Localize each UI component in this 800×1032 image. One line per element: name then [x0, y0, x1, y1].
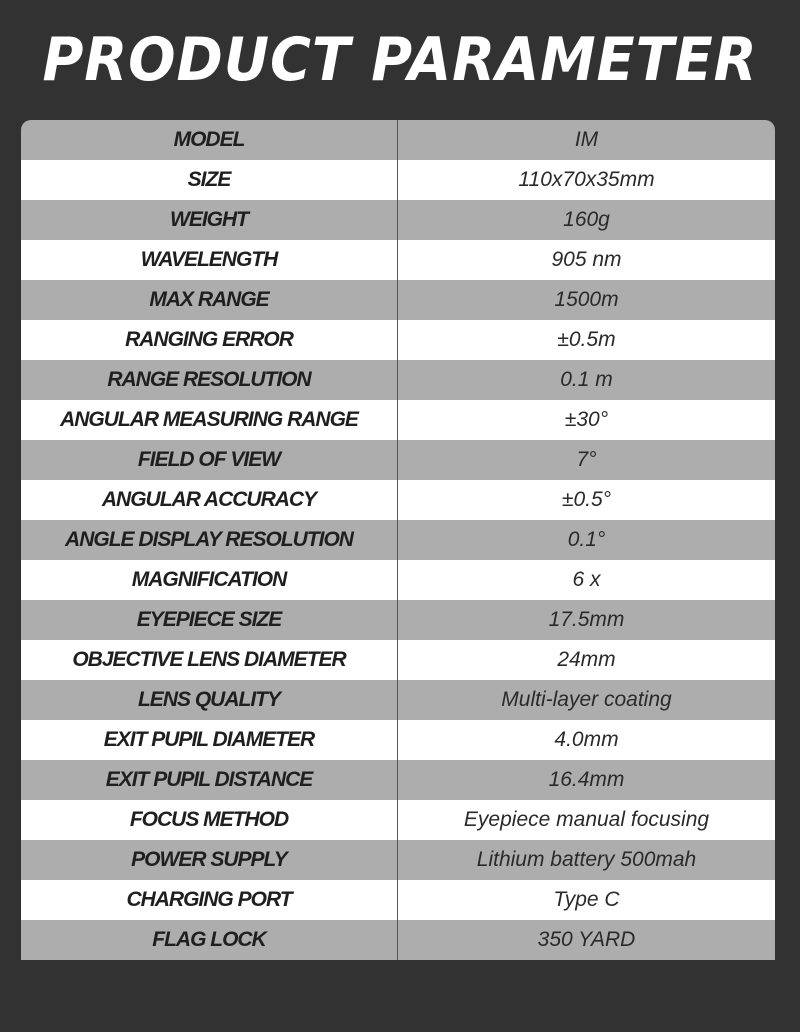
- parameter-value: 160g: [563, 208, 610, 231]
- parameter-label: FOCUS METHOD: [21, 800, 398, 840]
- parameter-label: CHARGING PORT: [21, 880, 398, 920]
- parameter-label: WAVELENGTH: [21, 240, 398, 280]
- table-row: [21, 560, 775, 600]
- parameter-value: Lithium battery 500mah: [476, 848, 697, 871]
- table-row: [21, 680, 775, 720]
- parameter-value: 4.0mm: [554, 728, 619, 751]
- parameter-value: Multi-layer coating: [501, 688, 672, 711]
- parameter-label: FIELD OF VIEW: [21, 440, 398, 480]
- table-row: [21, 360, 775, 400]
- parameter-label: LENS QUALITY: [21, 680, 398, 720]
- table-row: [21, 760, 775, 800]
- parameter-value: 6 x: [572, 568, 601, 591]
- parameter-value: 16.4mm: [548, 768, 625, 791]
- page-title: PRODUCT PARAMETER: [42, 25, 758, 95]
- table-row: [21, 240, 775, 280]
- parameter-label: WEIGHT: [21, 200, 398, 240]
- table-row: [21, 600, 775, 640]
- table-row: [21, 160, 775, 200]
- parameter-value: Eyepiece manual focusing: [463, 808, 710, 831]
- table-row: [21, 640, 775, 680]
- parameter-value: 0.1°: [567, 528, 606, 551]
- parameter-value: ±30°: [564, 408, 609, 431]
- table-row: [21, 880, 775, 920]
- table-row: [21, 800, 775, 840]
- parameter-value: 110x70x35mm: [518, 168, 655, 191]
- parameter-label: RANGING ERROR: [21, 320, 398, 360]
- parameter-value: 7°: [576, 448, 597, 471]
- parameter-label: POWER SUPPLY: [21, 840, 398, 880]
- table-row: [21, 480, 775, 520]
- parameter-label: EXIT PUPIL DIAMETER: [21, 720, 398, 760]
- table-row: [21, 920, 775, 960]
- table-row: [21, 440, 775, 480]
- parameter-value: 0.1 m: [560, 368, 613, 391]
- table-row: [21, 280, 775, 320]
- parameter-value: ±0.5m: [557, 328, 616, 351]
- parameter-value: 24mm: [557, 648, 616, 671]
- parameter-label: RANGE RESOLUTION: [21, 360, 398, 400]
- parameter-label: EYEPIECE SIZE: [21, 600, 398, 640]
- parameter-label: ANGLE DISPLAY RESOLUTION: [21, 520, 398, 560]
- parameter-label: ANGULAR ACCURACY: [21, 480, 398, 520]
- parameter-label: MAGNIFICATION: [21, 560, 398, 600]
- table-row: [21, 320, 775, 360]
- parameter-value: IM: [574, 128, 599, 151]
- table-row: [21, 520, 775, 560]
- table-row: [21, 720, 775, 760]
- table-row: [21, 120, 775, 160]
- parameter-label: OBJECTIVE LENS DIAMETER: [21, 640, 398, 680]
- parameter-value: Type C: [553, 888, 620, 911]
- parameter-label: FLAG LOCK: [21, 920, 398, 960]
- parameter-label: ANGULAR MEASURING RANGE: [21, 400, 398, 440]
- table-row: [21, 840, 775, 880]
- table-row: [21, 200, 775, 240]
- parameter-value: 905 nm: [551, 248, 622, 271]
- parameter-value: ±0.5°: [561, 488, 612, 511]
- parameter-label: EXIT PUPIL DISTANCE: [21, 760, 398, 800]
- parameter-label: MODEL: [21, 120, 398, 160]
- table-row: [21, 400, 775, 440]
- parameter-value: 350 YARD: [537, 928, 636, 951]
- parameter-label: MAX RANGE: [21, 280, 398, 320]
- parameter-value: 1500m: [554, 288, 619, 311]
- parameter-value: 17.5mm: [548, 608, 625, 631]
- parameter-label: SIZE: [21, 160, 398, 200]
- parameter-table: [21, 120, 775, 972]
